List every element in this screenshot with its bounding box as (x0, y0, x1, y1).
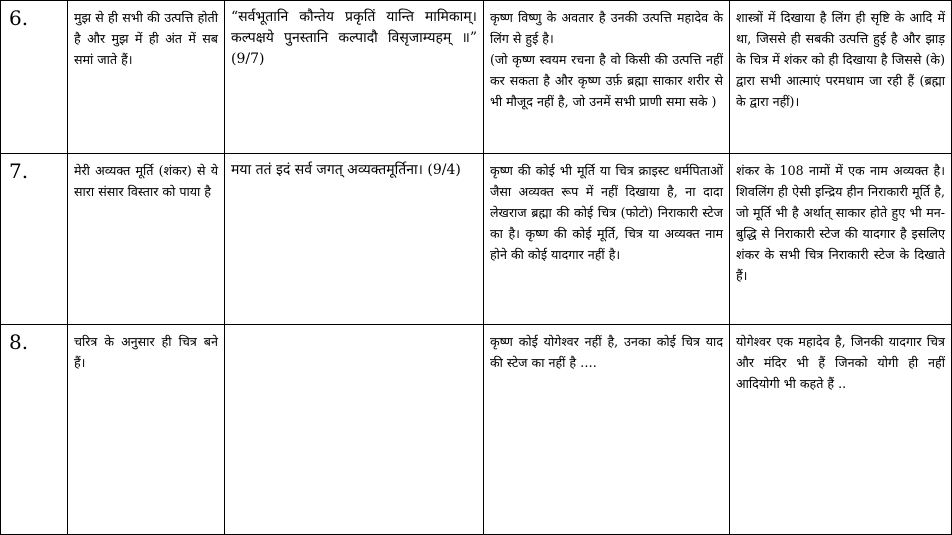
row-number-cell (1, 325, 68, 535)
krishna-note-text: कृष्ण कोई योगेश्वर नहीं है, उनका कोई चित्र याद की स्टेज का नहीं है …. (490, 334, 723, 370)
row-number: 6. (9, 6, 29, 30)
table-row (1, 1, 952, 154)
statement-text: मेरी अव्यक्त मूर्ति (शंकर) से ये सारा संसार विस्तार को पाया है (74, 163, 218, 199)
krishna-note-aside: (जो कृष्ण स्वयम रचना है वो किसी की उत्पत्ति नहीं कर सकता है और कृष्ण उर्फ़ ब्रह्मा साकार शरीर से भी मौजूद नहीं है, जो उनमें सभी प्राणी समा सके ) (490, 52, 723, 109)
gita-verse-text: मया ततं इदं सर्व जगत् अव्यक्तमूर्तिना। (9/4) (231, 162, 461, 178)
krishna-note-cell (484, 1, 730, 154)
gita-verse-cell (225, 325, 484, 535)
krishna-note-text: कृष्ण की कोई भी मूर्ति या चित्र क्राइस्ट धर्मपिताओं जैसा अव्यक्त रूप में नहीं दिखाया है, ना दादा लेखराज ब्रह्मा की कोई चित्र (फोटो) निराकारी स्टेज का है। कृष्ण की कोई मूर्ति, चित्र या अव्यक्त नाम होने की कोई यादगार नहीं है। (490, 163, 723, 262)
gita-verse-cell (225, 154, 484, 325)
gita-verse-cell (225, 1, 484, 154)
shankar-note-cell (730, 325, 952, 535)
krishna-note-text: कृष्ण विष्णु के अवतार है उनकी उत्पत्ति महादेव के लिंग से हुई है। (490, 10, 723, 46)
table-row (1, 154, 952, 325)
shankar-note-cell (730, 1, 952, 154)
row-number-cell (1, 1, 68, 154)
row-number: 7. (9, 159, 29, 183)
row-number: 8. (9, 330, 29, 354)
gita-verse-text: “सर्वभूतानि कौन्तेय प्रकृतिं यान्ति मामिकाम्। कल्पक्षये पुनस्तानि कल्पादौ विसृजाम्यहम् ॥” (9/7) (231, 9, 477, 67)
shankar-note-cell (730, 154, 952, 325)
shankar-note-text: योगेश्वर एक महादेव है, जिनकी यादगार चित्र और मंदिर भी हैं जिनको योगी ही नहीं आदियोगी भी कहते हैं .. (736, 334, 945, 391)
krishna-note-cell (484, 325, 730, 535)
statement-text: मुझ से ही सभी की उत्पत्ति होती है और मुझ में ही अंत में सब समां जाते हैं। (74, 10, 218, 67)
statement-text: चरित्र के अनुसार ही चित्र बने हैं। (74, 334, 218, 370)
statement-cell (68, 325, 225, 535)
shankar-note-text: शास्त्रों में दिखाया है लिंग ही सृष्टि के आदि में था, जिससे ही सबकी उत्पत्ति हुई है और झाड़ के चित्र में शंकर को ही दिखाया है जिससे (के) द्वारा सभी आत्माएं परमधाम जा रही हैं (ब्रह्मा के द्वारा नहीं)। (736, 10, 945, 109)
krishna-note-cell (484, 154, 730, 325)
statement-cell (68, 1, 225, 154)
table-row (1, 325, 952, 535)
shankar-note-text: शंकर के 108 नामों में एक नाम अव्यक्त है। शिवलिंग ही ऐसी इन्द्रिय हीन निराकारी मूर्ति है, जो मूर्ति भी है अर्थात् साकार होते हुए भी मन-बुद्धि से निराकारी स्टेज की यादगार है इसलिए शंकर के सभी चित्र निराकारी स्टेज के दिखाते हैं। (736, 163, 945, 283)
row-number-cell (1, 154, 68, 325)
statement-cell (68, 154, 225, 325)
